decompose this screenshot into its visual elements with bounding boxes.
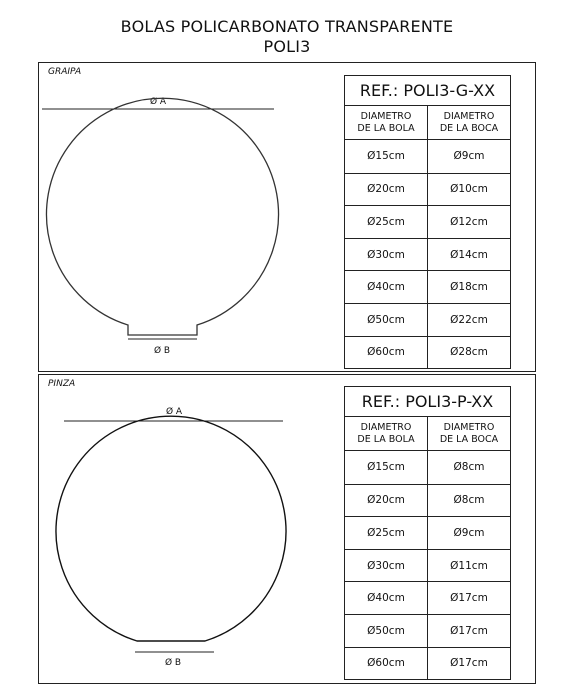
reference-table <box>344 75 511 369</box>
table-row <box>345 173 510 206</box>
ball-diameter-cell: Ø50cm <box>367 624 405 637</box>
ball-diameter-cell: Ø60cm <box>367 657 405 670</box>
mouth-diameter-cell: Ø14cm <box>427 239 510 271</box>
table-row <box>345 614 510 647</box>
table-header <box>345 106 510 140</box>
table-header <box>345 417 510 451</box>
table-row <box>345 549 510 582</box>
pinza-ball-drawing <box>39 375 339 683</box>
mouth-diameter-cell: Ø17cm <box>427 648 510 680</box>
ball-diameter-cell: Ø40cm <box>367 281 405 294</box>
dimension-label-b: Ø B <box>153 346 171 356</box>
ball-diameter-cell: Ø50cm <box>367 313 405 326</box>
dimension-label-b: Ø B <box>164 658 182 668</box>
ball-diameter-cell: Ø25cm <box>367 215 405 228</box>
mouth-diameter-cell: Ø17cm <box>427 615 510 647</box>
mouth-diameter-cell: Ø10cm <box>427 174 510 206</box>
mouth-diameter-cell: Ø22cm <box>427 304 510 336</box>
ball-diameter-cell: Ø30cm <box>367 559 405 572</box>
mouth-diameter-cell: Ø9cm <box>427 517 510 549</box>
ball-diameter-cell: Ø25cm <box>367 526 405 539</box>
table-row <box>345 516 510 549</box>
table-row <box>345 270 510 303</box>
column-header-ball-diameter: DIAMETRO DE LA BOLA <box>357 110 415 134</box>
column-header-mouth-diameter: DIAMETRO DE LA BOCA <box>427 106 510 139</box>
table-row <box>345 647 510 680</box>
panel-pinza <box>38 374 536 684</box>
ball-diameter-cell: Ø40cm <box>367 592 405 605</box>
column-header-mouth-diameter: DIAMETRO DE LA BOCA <box>427 417 510 450</box>
table-row <box>345 205 510 238</box>
table-row <box>345 303 510 336</box>
mouth-diameter-cell: Ø9cm <box>427 140 510 173</box>
mouth-diameter-cell: Ø11cm <box>427 550 510 582</box>
reference-code: REF.: POLI3-G-XX <box>345 76 510 106</box>
mouth-diameter-cell: Ø8cm <box>427 451 510 484</box>
table-row <box>345 484 510 517</box>
table-row <box>345 336 510 369</box>
ball-diameter-cell: Ø15cm <box>367 461 405 474</box>
table-row <box>345 140 510 173</box>
ball-diameter-cell: Ø15cm <box>367 150 405 163</box>
mouth-diameter-cell: Ø8cm <box>427 485 510 517</box>
ball-diameter-cell: Ø60cm <box>367 346 405 359</box>
mouth-diameter-cell: Ø18cm <box>427 271 510 303</box>
dimension-label-a: Ø A <box>149 97 167 107</box>
table-row <box>345 451 510 484</box>
ball-diameter-cell: Ø20cm <box>367 494 405 507</box>
column-header-ball-diameter: DIAMETRO DE LA BOLA <box>357 421 415 445</box>
mouth-diameter-cell: Ø12cm <box>427 206 510 238</box>
reference-code: REF.: POLI3-P-XX <box>345 387 510 417</box>
panel-label: GRAIPA <box>48 67 82 77</box>
document-title: BOLAS POLICARBONATO TRANSPARENTE <box>120 17 454 36</box>
mouth-diameter-cell: Ø17cm <box>427 582 510 614</box>
table-row <box>345 581 510 614</box>
ball-outline <box>56 416 286 641</box>
panel-graipa <box>38 62 536 372</box>
panel-label: PINZA <box>48 379 76 389</box>
dimension-label-a: Ø A <box>165 407 183 417</box>
document-subtitle: POLI3 <box>263 37 311 56</box>
ball-diameter-cell: Ø20cm <box>367 183 405 196</box>
ball-outline <box>46 98 278 335</box>
mouth-diameter-cell: Ø28cm <box>427 337 510 369</box>
table-row <box>345 238 510 271</box>
reference-table <box>344 386 511 680</box>
graipa-ball-drawing <box>39 63 339 371</box>
ball-diameter-cell: Ø30cm <box>367 248 405 261</box>
